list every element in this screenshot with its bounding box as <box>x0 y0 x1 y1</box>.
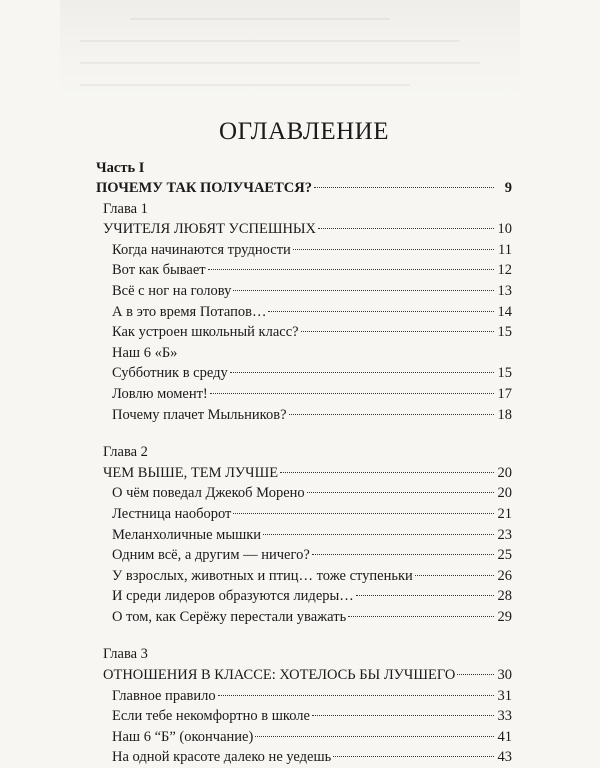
section-row <box>96 504 512 525</box>
page-number: 26 <box>497 567 512 584</box>
leader-dots <box>415 575 494 576</box>
chapter-gap <box>96 627 512 644</box>
page-number: 13 <box>497 282 512 299</box>
section-row-text: Почему плачет Мыльников? <box>112 406 287 423</box>
chapter-gap <box>96 425 512 442</box>
page-number: 14 <box>497 303 512 320</box>
chapter-title-row-text: ОТНОШЕНИЯ В КЛАССЕ: ХОТЕЛОСЬ БЫ ЛУЧШЕГО <box>103 667 456 684</box>
page-number: 25 <box>497 547 512 564</box>
chapter-title-row <box>96 665 512 686</box>
page-number: 20 <box>497 485 512 502</box>
page-number: 41 <box>497 728 512 745</box>
section-row-text: Всё с ног на голову <box>112 282 232 299</box>
leader-dots <box>255 736 494 737</box>
leader-dots <box>333 756 494 757</box>
section-row <box>96 545 512 566</box>
section-row <box>96 483 512 504</box>
section-row-text: А в это время Потапов… <box>112 303 267 320</box>
section-row <box>96 405 512 426</box>
page-number: 11 <box>498 241 512 258</box>
leader-dots <box>293 249 494 250</box>
toc-page <box>96 118 512 768</box>
leader-dots <box>210 393 494 394</box>
section-row <box>96 747 512 768</box>
part-title-row <box>96 178 512 199</box>
section-row-text: Если тебе некомфортно в школе <box>112 708 310 725</box>
section-row <box>96 706 512 727</box>
leader-dots <box>348 616 494 617</box>
toc-heading: ОГЛАВЛЕНИЕ <box>219 118 389 145</box>
chapter-title-row <box>96 463 512 484</box>
section-row-text: Вот как бывает <box>112 262 206 279</box>
leader-dots <box>301 331 494 332</box>
section-row-text: Субботник в среду <box>112 365 228 382</box>
page-number: 12 <box>497 262 512 279</box>
leader-dots <box>233 290 494 291</box>
section-row <box>96 686 512 707</box>
section-row <box>96 302 512 323</box>
section-row <box>96 586 512 607</box>
leader-dots <box>312 715 494 716</box>
leader-dots <box>208 269 494 270</box>
section-row <box>96 727 512 748</box>
part-label: Часть I <box>96 160 145 176</box>
section-row <box>96 322 512 343</box>
section-row <box>96 240 512 261</box>
leader-dots <box>268 311 494 312</box>
chapter-label: Глава 1 <box>103 200 148 217</box>
section-row <box>96 260 512 281</box>
section-row-text: И среди лидеров образуются лидеры… <box>112 588 354 605</box>
chapter-list <box>96 199 512 768</box>
page-number: 31 <box>497 687 512 704</box>
page-number: 23 <box>497 526 512 543</box>
section-row <box>96 607 512 628</box>
chapter-title-row-text: УЧИТЕЛЯ ЛЮБЯТ УСПЕШНЫХ <box>103 221 317 238</box>
leader-dots <box>263 534 494 535</box>
page-number: 9 <box>504 180 512 196</box>
page-number: 18 <box>497 406 512 423</box>
leader-dots <box>280 472 494 473</box>
previous-page-bleed-through <box>60 0 520 105</box>
page-number: 15 <box>497 365 512 382</box>
page-number: 33 <box>497 708 512 725</box>
chapter-title-row-text: ЧЕМ ВЫШЕ, ТЕМ ЛУЧШЕ <box>103 464 279 481</box>
leader-dots <box>318 228 494 229</box>
section-row-text: О том, как Серёжу перестали уважать <box>112 608 347 625</box>
section-row-text: Ловлю момент! <box>112 385 208 402</box>
section-row-text: Как устроен школьный класс? <box>112 324 299 341</box>
leader-dots <box>233 513 494 514</box>
page-number: 28 <box>497 588 512 605</box>
section-row <box>96 525 512 546</box>
part-title: ПОЧЕМУ ТАК ПОЛУЧАЕТСЯ? <box>96 180 312 196</box>
leader-dots <box>312 554 494 555</box>
leader-dots <box>307 492 494 493</box>
chapter-title-row <box>96 219 512 240</box>
section-row <box>96 384 512 405</box>
page-number: 15 <box>497 324 512 341</box>
chapter-label: Глава 2 <box>103 444 148 461</box>
page-number: 20 <box>497 464 512 481</box>
page-number: 43 <box>497 749 512 766</box>
section-row-text: Лестница наоборот <box>112 505 232 522</box>
leader-dots <box>289 414 494 415</box>
chapter-label: Глава 3 <box>103 646 148 663</box>
section-row-text: Одним всё, а другим — ничего? <box>112 547 310 564</box>
section-row <box>96 343 512 364</box>
page-number: 17 <box>497 385 512 402</box>
leader-dots <box>314 187 494 188</box>
leader-dots <box>230 372 494 373</box>
section-row-text: Наш 6 «Б» <box>112 344 178 361</box>
section-row <box>96 281 512 302</box>
section-row-text: Наш 6 “Б” (окончание) <box>112 728 254 745</box>
section-row-text: Меланхоличные мышки <box>112 526 262 543</box>
section-row-text: Когда начинаются трудности <box>112 241 291 258</box>
section-row-text: Главное правило <box>112 687 216 704</box>
page-number: 29 <box>497 608 512 625</box>
leader-dots <box>457 674 494 675</box>
page-number: 30 <box>497 667 512 684</box>
section-row <box>96 363 512 384</box>
section-row-text: О чём поведал Джекоб Морено <box>112 485 305 502</box>
leader-dots <box>218 695 494 696</box>
page-number: 10 <box>497 221 512 238</box>
section-row-text: На одной красоте далеко не уедешь <box>112 749 332 766</box>
page-number: 21 <box>497 505 512 522</box>
section-row-text: У взрослых, животных и птиц… тоже ступеньки <box>112 567 413 584</box>
leader-dots <box>356 595 494 596</box>
section-row <box>96 566 512 587</box>
